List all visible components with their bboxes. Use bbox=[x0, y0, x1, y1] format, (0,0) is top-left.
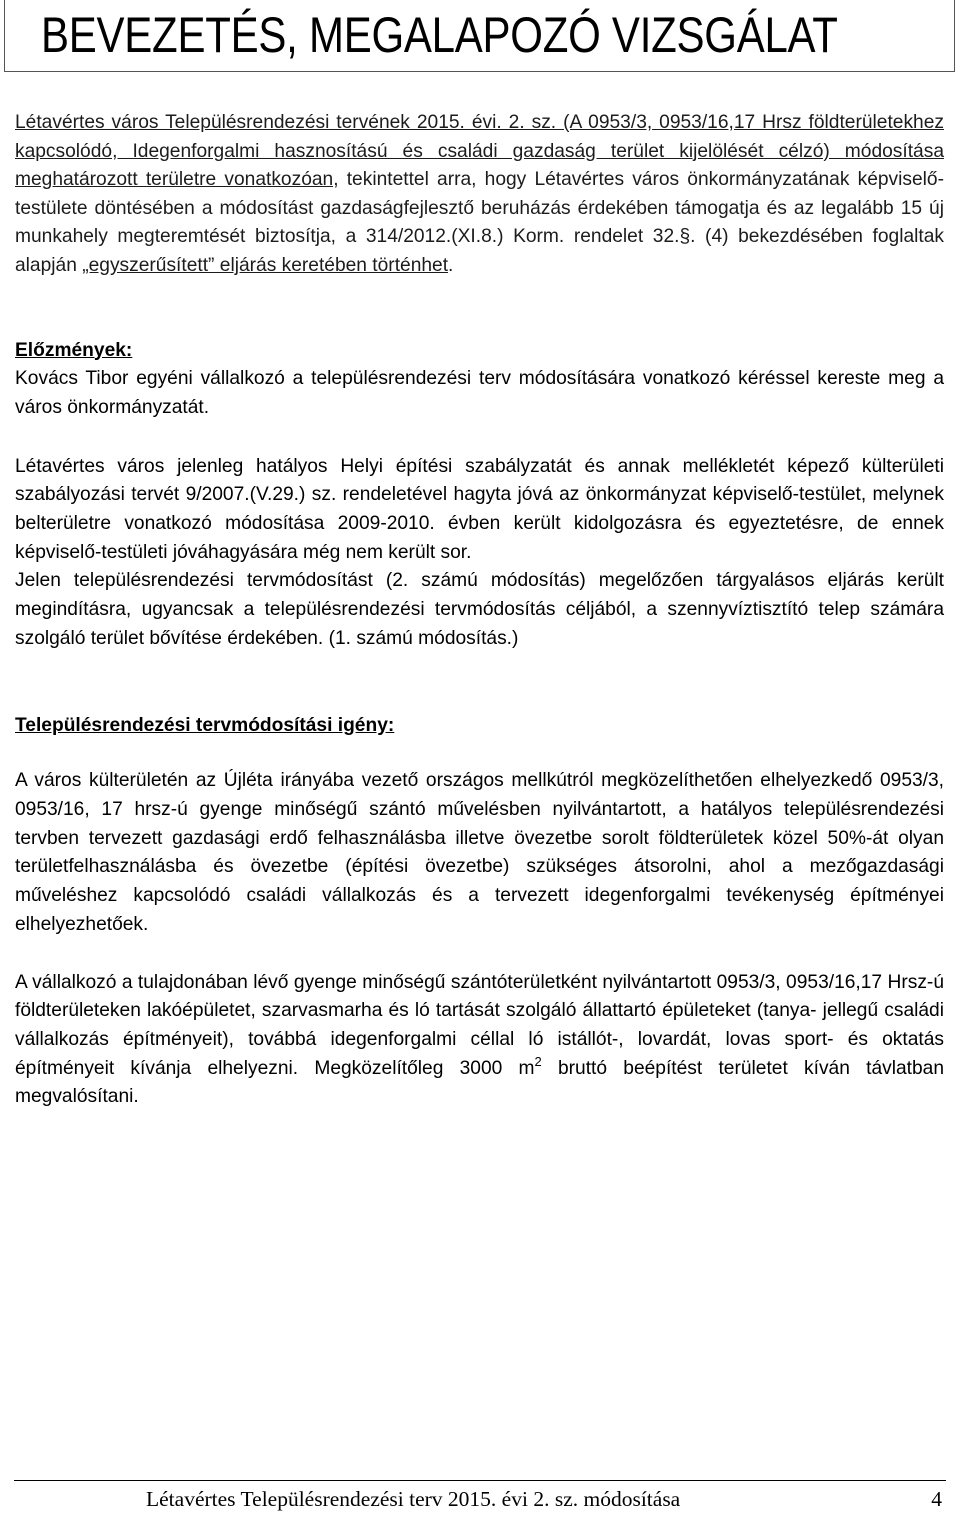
superscript-2: 2 bbox=[534, 1053, 542, 1069]
elozmenyek-paragraph-1: Kovács Tibor egyéni vállalkozó a településrendezési terv módosítására vonatkozó kéréssel kereste meg a város önkormányzatát. bbox=[15, 368, 944, 418]
page-number: 4 bbox=[931, 1487, 942, 1511]
heading-elozmenyek: Előzmények: bbox=[15, 339, 133, 361]
igeny-text-a: A vállalkozó a tulajdonában lévő gyenge minőségű szántóterületként nyilvántartott 0953/3, 0953/16,17 Hrsz-ú földterületeken lakóépületet, szarvasmarha és ló tartását szolgáló állattartó épületeket (tanya- jellegű családi vállalkozás építményeit), továbbá idegenforgalmi céllal ló istállót-, lovardát, lovas sport- és oktatás építményeit kívánja elhelyezni. Megközelítőleg 3000 m bbox=[15, 971, 944, 1079]
intro-paragraph bbox=[15, 109, 944, 281]
document-body bbox=[15, 109, 944, 1112]
footer-divider bbox=[14, 1480, 946, 1481]
heading-igeny: Településrendezési tervmódosítási igény: bbox=[15, 714, 395, 736]
elozmenyek-paragraph-3: Jelen településrendezési tervmódosítást (2. számú módosítás) megelőzően tárgyalásos eljárás került megindításra, ugyancsak a településrendezési tervmódosítás céljából, a szennyvíztisztító telep számára szolgáló terület bővítése érdekében. (1. számú módosítás.) bbox=[15, 570, 944, 649]
intro-text: tekintettel arra, hogy Létavértes város önkormányzatának képviselő-testülete döntésében a módosítást gazdaságfejlesztő beruházás érdekében támogatja és az legalább 15 új munkahely megteremtését biztosítja, a 314/2012.(XI.8.) Korm. rendelet 32.§. (4) bekezdésében foglaltak alapján bbox=[15, 169, 944, 276]
elozmenyek-paragraph-2: Létavértes város jelenleg hatályos Helyi építési szabályzatát és annak mellékletét képező külterületi szabályozási tervét 9/2007.(V.29.) sz. rendeletével hagyta jóvá az önkormányzat képviselő-testület, melynek belterületre vonatkozó módosítása 2009-2010. évben került kidolgozásra és egyeztetésre, de ennek képviselő-testületi jóváhagyására még nem került sor. bbox=[15, 455, 944, 563]
igeny-text-b: bruttó beépítést területet kíván távlatban megvalósítani. bbox=[15, 1057, 944, 1108]
intro-underlined-text: Létavértes város Településrendezési tervének 2015. évi. 2. sz. (A 0953/3, 0953/16,17 Hrsz földterületekhez kapcsolódó, Idegenforgalmi hasznosítású és családi gazdaság terület kijelölését célzó) módosítása meghatározott területre vonatkozóan, bbox=[15, 112, 944, 191]
title-box bbox=[4, 0, 955, 72]
intro-procedure-text: „egyszerűsített” eljárás keretében történhet bbox=[82, 254, 449, 276]
igeny-paragraph-2 bbox=[15, 969, 944, 1113]
footer-text: Létavértes Településrendezési terv 2015. évi 2. sz. módosítása bbox=[146, 1487, 681, 1511]
page-title: BEVEZETÉS, MEGALAPOZÓ VIZSGÁLAT bbox=[41, 7, 838, 63]
igeny-paragraph-1: A város külterületén az Újléta irányába vezető országos mellkútról megközelíthetően elhelyezkedő 0953/3, 0953/16, 17 hrsz-ú gyenge minőségű szántó művelésben nyilvántartott, a hatályos településrendezési tervben tervezett gazdasági erdő felhasználásba illetve övezetbe sorolt földterületek közel 50%-át olyan területfelhasználásba és övezetbe (építési övezetbe) szükséges átsorolni, ahol a mezőgazdasági műveléshez kapcsolódó családi vállalkozás és a tervezett idegenforgalmi tevékenység építményei elhelyezhetőek. bbox=[15, 770, 944, 935]
intro-end: . bbox=[448, 254, 454, 276]
